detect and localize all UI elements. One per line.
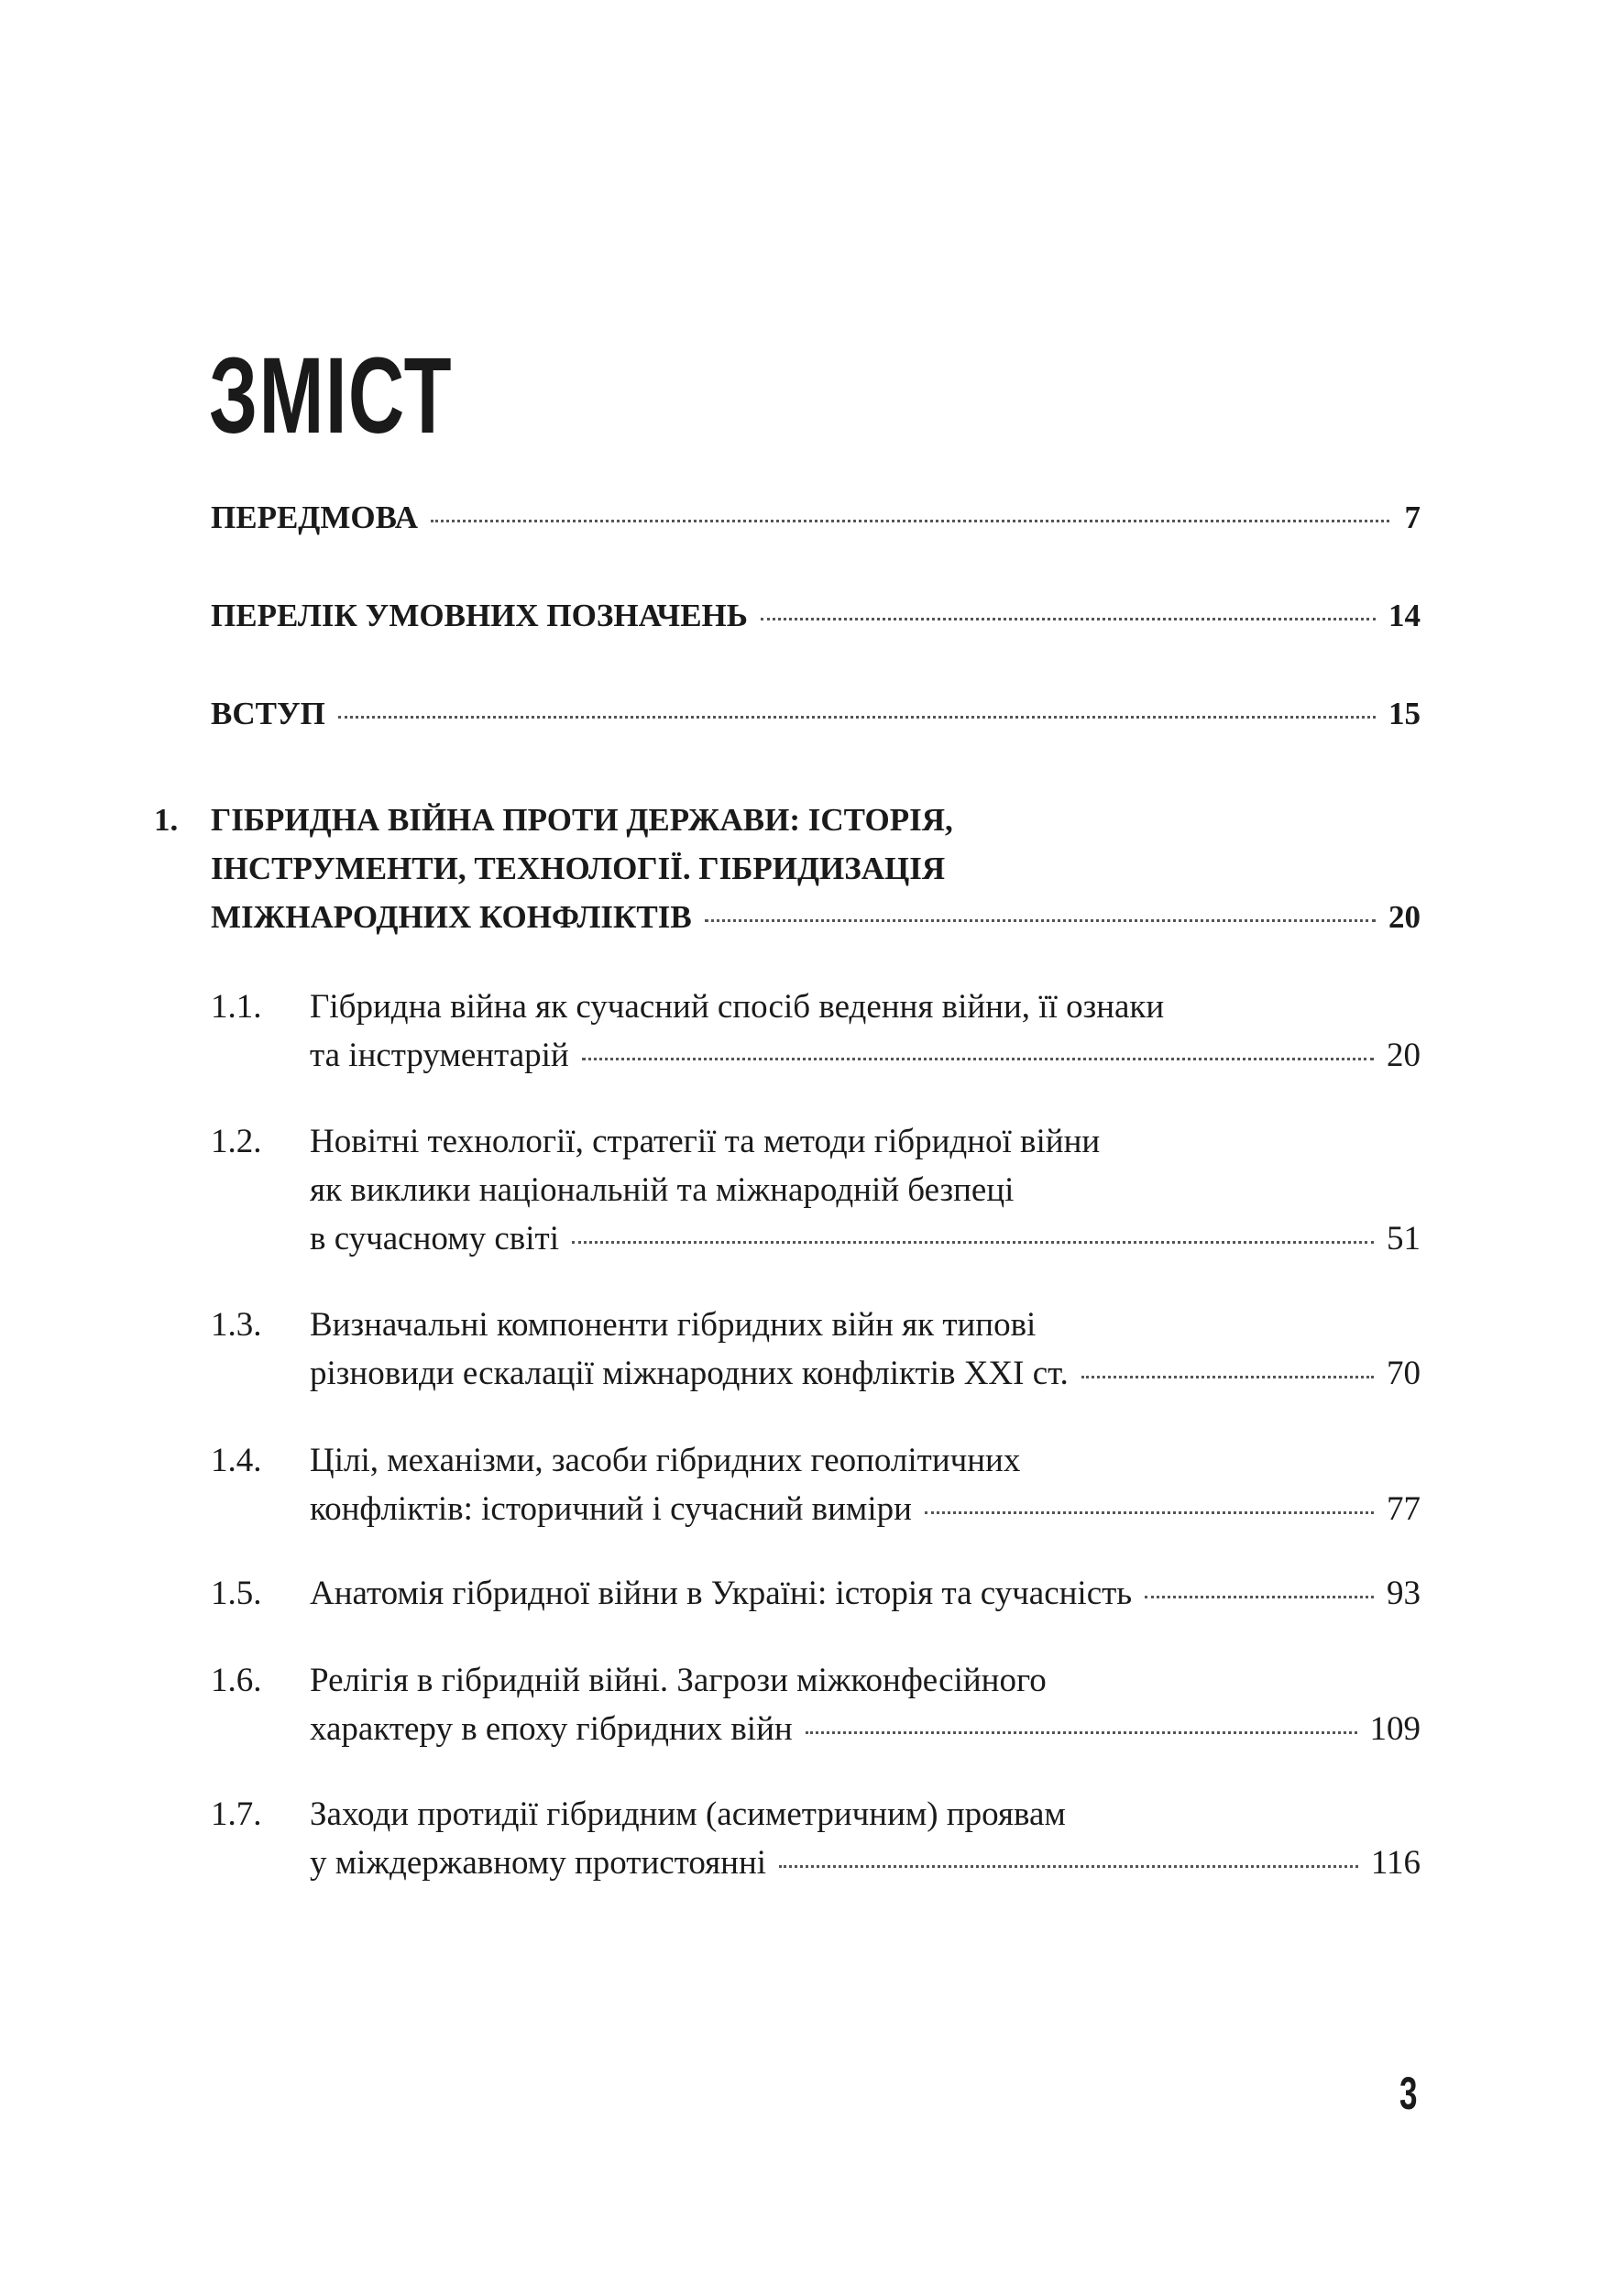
entry-title-line: Новітні технології, стратегії та методи гібридної війни bbox=[310, 1123, 1101, 1160]
entry-number: 1.2. bbox=[211, 1123, 262, 1160]
toc-entry-1-2[interactable] bbox=[211, 1117, 1421, 1263]
entry-title: ПЕРЕЛІК УМОВНИХ ПОЗНАЧЕНЬ bbox=[211, 598, 748, 633]
entry-number: 1.4. bbox=[211, 1442, 262, 1479]
entry-title-line: в сучасному світі bbox=[310, 1220, 559, 1257]
entry-title-line: у міждержавному протистоянні bbox=[310, 1844, 767, 1882]
entry-number: 1.5. bbox=[211, 1575, 262, 1612]
entry-number: 1.7. bbox=[211, 1795, 262, 1833]
entry-title-line: та інструментарій bbox=[310, 1037, 569, 1074]
entry-number: 1. bbox=[154, 802, 179, 838]
page-number: 3 bbox=[1399, 2068, 1418, 2119]
dot-leader bbox=[779, 1865, 1358, 1868]
entry-title: ВСТУП bbox=[211, 696, 325, 731]
entry-title: ПЕРЕДМОВА bbox=[211, 500, 419, 535]
entry-page: 77 bbox=[1387, 1490, 1421, 1528]
entry-number: 1.6. bbox=[211, 1662, 262, 1699]
entry-title-line: Релігія в гібридній війні. Загрози міжконфесійного bbox=[310, 1662, 1047, 1699]
dot-leader bbox=[431, 520, 1389, 522]
entry-page: 70 bbox=[1387, 1355, 1421, 1392]
entry-title-line: різновиди ескалації міжнародних конфліктів XXI ст. bbox=[310, 1355, 1069, 1392]
toc-entry-1-7[interactable] bbox=[211, 1790, 1421, 1887]
entry-page: 15 bbox=[1388, 696, 1421, 731]
entry-title-line: Анатомія гібридної війни в Україні: історія та сучасність bbox=[310, 1575, 1133, 1612]
entry-page: 109 bbox=[1369, 1710, 1421, 1748]
dot-leader bbox=[806, 1731, 1357, 1734]
toc-entry-introduction[interactable] bbox=[211, 689, 1421, 738]
dot-leader bbox=[1145, 1596, 1374, 1598]
dot-leader bbox=[572, 1241, 1374, 1244]
entry-page: 7 bbox=[1404, 500, 1421, 535]
entry-page: 116 bbox=[1370, 1844, 1421, 1882]
dot-leader bbox=[925, 1511, 1374, 1514]
toc-entry-1-6[interactable] bbox=[211, 1656, 1421, 1753]
entry-number: 1.3. bbox=[211, 1306, 262, 1344]
dot-leader bbox=[338, 716, 1376, 719]
toc-entry-foreword[interactable] bbox=[211, 493, 1421, 542]
entry-page: 20 bbox=[1387, 1037, 1421, 1074]
toc-entry-1-5[interactable] bbox=[211, 1569, 1421, 1618]
entry-title-line: характеру в епоху гібридних війн bbox=[310, 1710, 793, 1748]
entry-title-line: МІЖНАРОДНИХ КОНФЛІКТІВ bbox=[211, 899, 692, 935]
entry-page: 14 bbox=[1388, 598, 1421, 633]
entry-title-line: Гібридна війна як сучасний спосіб ведення війни, її ознаки bbox=[310, 988, 1165, 1026]
entry-page: 93 bbox=[1387, 1575, 1421, 1612]
dot-leader bbox=[582, 1058, 1374, 1060]
entry-page: 20 bbox=[1388, 899, 1421, 935]
dot-leader bbox=[761, 618, 1376, 620]
entry-title-line: Цілі, механізми, засоби гібридних геополітичних bbox=[310, 1442, 1021, 1479]
entry-title-line: Визначальні компоненти гібридних війн як типові bbox=[310, 1306, 1037, 1344]
entry-page: 51 bbox=[1387, 1220, 1421, 1257]
entry-title-line: конфліктів: історичний і сучасний виміри bbox=[310, 1490, 912, 1528]
entry-title-line: ІНСТРУМЕНТИ, ТЕХНОЛОГІЇ. ГІБРИДИЗАЦІЯ bbox=[211, 851, 946, 886]
toc-entry-chapter-1[interactable] bbox=[154, 796, 1421, 941]
dot-leader bbox=[1081, 1376, 1374, 1378]
toc-entry-1-4[interactable] bbox=[211, 1436, 1421, 1533]
entry-title-line: як виклики національній та міжнародній безпеці bbox=[310, 1171, 1015, 1209]
dot-leader bbox=[705, 919, 1376, 922]
page-title: ЗМІСТ bbox=[209, 335, 453, 456]
toc-entry-1-1[interactable] bbox=[211, 983, 1421, 1080]
entry-number: 1.1. bbox=[211, 988, 262, 1026]
toc-entry-abbreviations[interactable] bbox=[211, 591, 1421, 640]
entry-title-line: ГІБРИДНА ВІЙНА ПРОТИ ДЕРЖАВИ: ІСТОРІЯ, bbox=[211, 802, 953, 838]
toc-entry-1-3[interactable] bbox=[211, 1301, 1421, 1398]
entry-title-line: Заходи протидії гібридним (асиметричним) проявам bbox=[310, 1795, 1066, 1833]
